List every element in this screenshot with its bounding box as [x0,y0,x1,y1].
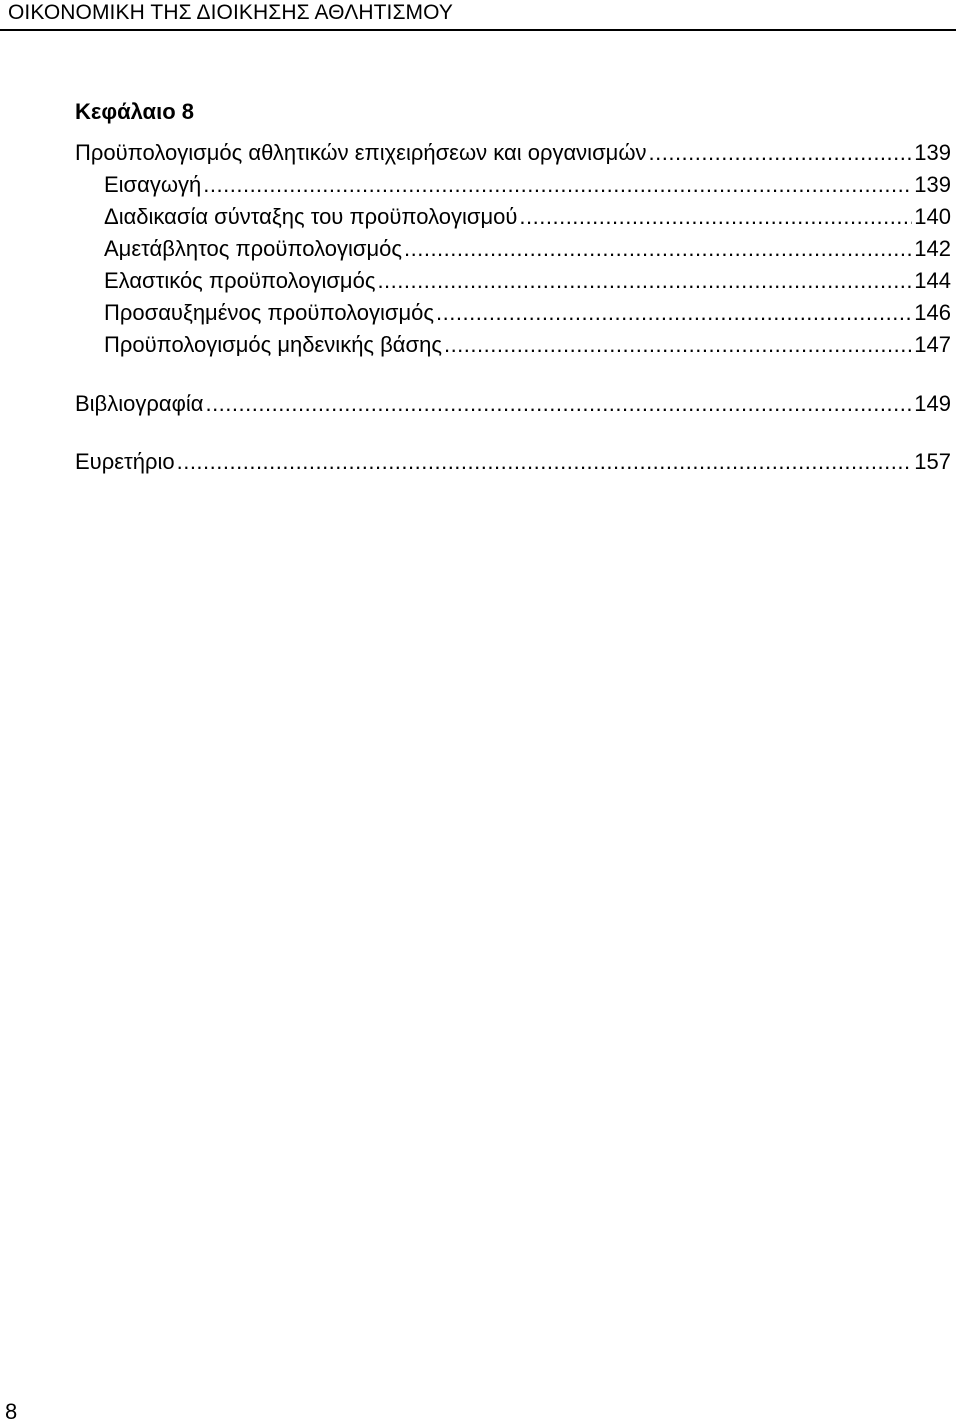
running-header: ΟΙΚΟΝΟΜΙΚΗ ΤΗΣ ΔΙΟΙΚΗΣΗΣ ΑΘΛΗΤΙΣΜΟΥ [8,1,453,24]
dot-leader [203,169,912,201]
toc-entry-label: Προϋπολογισμός μηδενικής βάσης [104,332,442,357]
toc-entry-label: Προϋπολογισμός αθλητικών επιχειρήσεων και οργανισμών [75,140,647,165]
toc-entry-label: Αμετάβλητος προϋπολογισμός [104,236,402,261]
toc-entry-label: Ελαστικός προϋπολογισμός [104,268,376,293]
dot-leader [404,233,912,265]
toc-entry[interactable] [75,201,951,233]
dot-leader [436,297,912,329]
toc-entry-page: 146 [914,300,951,325]
toc-entry-label: Προσαυξημένος προϋπολογισμός [104,300,435,325]
toc-entry-page: 149 [914,391,951,416]
chapter-title: Κεφάλαιο 8 [75,99,194,124]
toc-entry[interactable] [75,265,951,297]
toc-entry[interactable] [75,388,951,420]
dot-leader [519,201,912,233]
toc-entry[interactable] [75,169,951,201]
dot-leader [649,137,913,169]
chapter-toc [75,137,951,361]
toc-entry-label: Εισαγωγή [104,172,202,197]
dot-leader [377,265,912,297]
toc-entry-page: 139 [914,172,951,197]
toc-entry-label: Βιβλιογραφία [75,391,204,416]
toc-entry-label: Διαδικασία σύνταξης του προϋπολογισμού [104,204,518,229]
page-number: 8 [5,1399,18,1424]
dot-leader [205,388,912,420]
toc-entry-page: 144 [914,268,951,293]
toc-entry[interactable] [75,446,951,478]
toc-entry[interactable] [75,329,951,361]
toc-entry-label: Ευρετήριο [75,449,175,474]
toc-entry-page: 142 [914,236,951,261]
dot-leader [177,446,913,478]
toc-entry-page: 147 [914,332,951,357]
header-rule [0,29,956,31]
toc-entry-page: 139 [914,140,951,165]
back-matter-index [75,446,951,478]
toc-entry[interactable] [75,137,951,169]
toc-entry[interactable] [75,233,951,265]
toc-entry[interactable] [75,297,951,329]
dot-leader [444,329,912,361]
back-matter-bibliography [75,388,951,420]
toc-entry-page: 140 [914,204,951,229]
toc-entry-page: 157 [914,449,951,474]
